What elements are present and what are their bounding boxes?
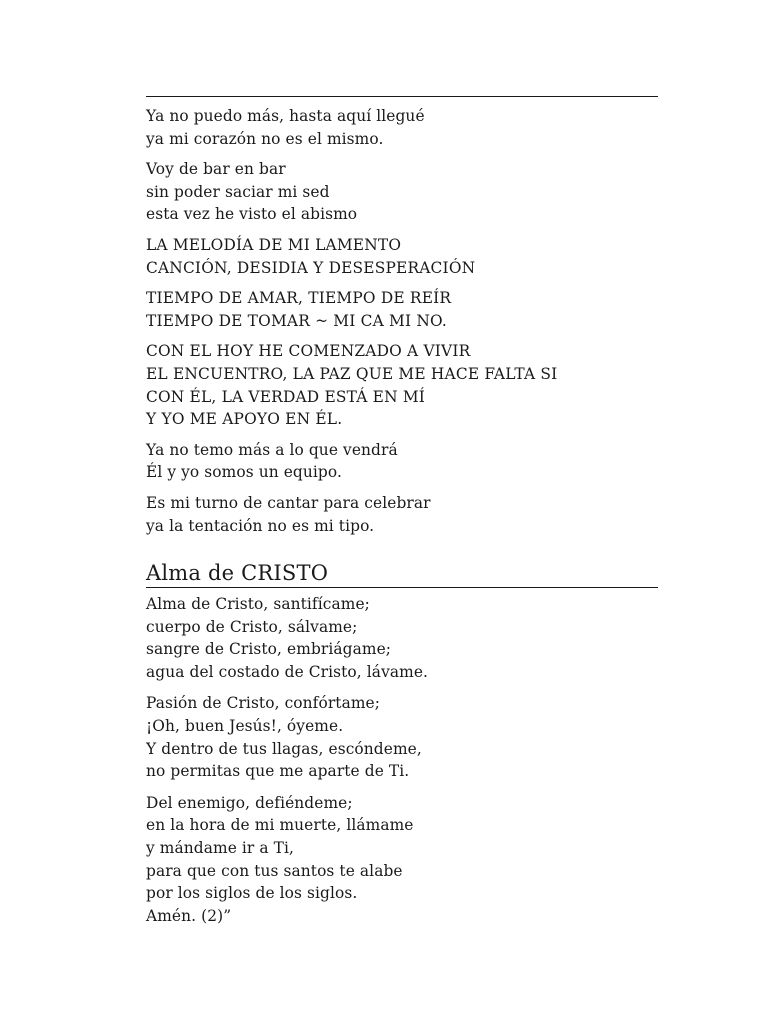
section-rule [146,587,658,588]
prayer-stanza [146,692,658,782]
lyric-line: sin poder saciar mi sed [146,182,330,201]
song-stanza [146,105,658,150]
lyric-line: CON EL HOY HE COMENZADO A VIVIR [146,342,471,361]
prayer-line: Alma de Cristo, santifícame; [146,595,370,614]
prayer-text [146,593,658,927]
lyric-line: Ya no puedo más, hasta aquí llegué [146,107,425,125]
lyric-line: EL ENCUENTRO, LA PAZ QUE ME HACE FALTA SI [146,364,558,383]
lyric-line: ya la tentación no es mi tipo. [146,516,375,535]
prayer-line: no permitas que me aparte de Ti. [146,762,410,781]
prayer-line: en la hora de mi muerte, llámame [146,816,414,835]
lyric-line: CON ÉL, LA VERDAD ESTÁ EN MÍ [146,387,426,406]
song-stanza [146,234,658,279]
lyric-line: CANCIÓN, DESIDIA Y DESESPERACIÓN [146,258,476,277]
prayer-line: Y dentro de tus llagas, escóndeme, [146,739,422,758]
lyric-line: ya mi corazón no es el mismo. [146,129,384,148]
song-stanza [146,340,658,430]
prayer-line: cuerpo de Cristo, sálvame; [146,617,358,636]
song-stanza [146,158,658,226]
lyric-line: Ya no temo más a lo que vendrá [146,440,398,459]
prayer-line: Del enemigo, defiéndeme; [146,793,353,812]
section-title: Alma de CRISTO [146,561,329,586]
prayer-line: sangre de Cristo, embriágame; [146,640,392,659]
lyric-line: esta vez he visto el abismo [146,205,358,224]
prayer-stanza [146,593,658,683]
prayer-line: Pasión de Cristo, confórtame; [146,694,381,713]
prayer-line: Amén. (2)” [146,906,232,925]
song-lyrics [146,105,658,537]
song-stanza [146,439,658,484]
lyric-line: Él y yo somos un equipo. [146,463,342,482]
lyric-line: TIEMPO DE TOMAR ~ MI CA MI NO. [146,311,448,330]
prayer-line: y mándame ir a Ti, [146,839,295,858]
lyric-line: LA MELODÍA DE MI LAMENTO [146,235,402,254]
song-stanza [146,492,658,537]
lyric-line: Es mi turno de cantar para celebrar [146,493,431,512]
lyric-line: Voy de bar en bar [146,160,286,179]
prayer-line: agua del costado de Cristo, lávame. [146,662,429,681]
lyric-line: Y YO ME APOYO EN ÉL. [146,410,343,429]
prayer-stanza [146,792,658,928]
top-rule [146,96,658,97]
prayer-line: ¡Oh, buen Jesús!, óyeme. [146,717,344,736]
song-stanza [146,287,658,332]
prayer-line: por los siglos de los siglos. [146,884,358,903]
page-content [146,96,658,927]
prayer-line: para que con tus santos te alabe [146,861,403,880]
lyric-line: TIEMPO DE AMAR, TIEMPO DE REÍR [146,289,452,308]
